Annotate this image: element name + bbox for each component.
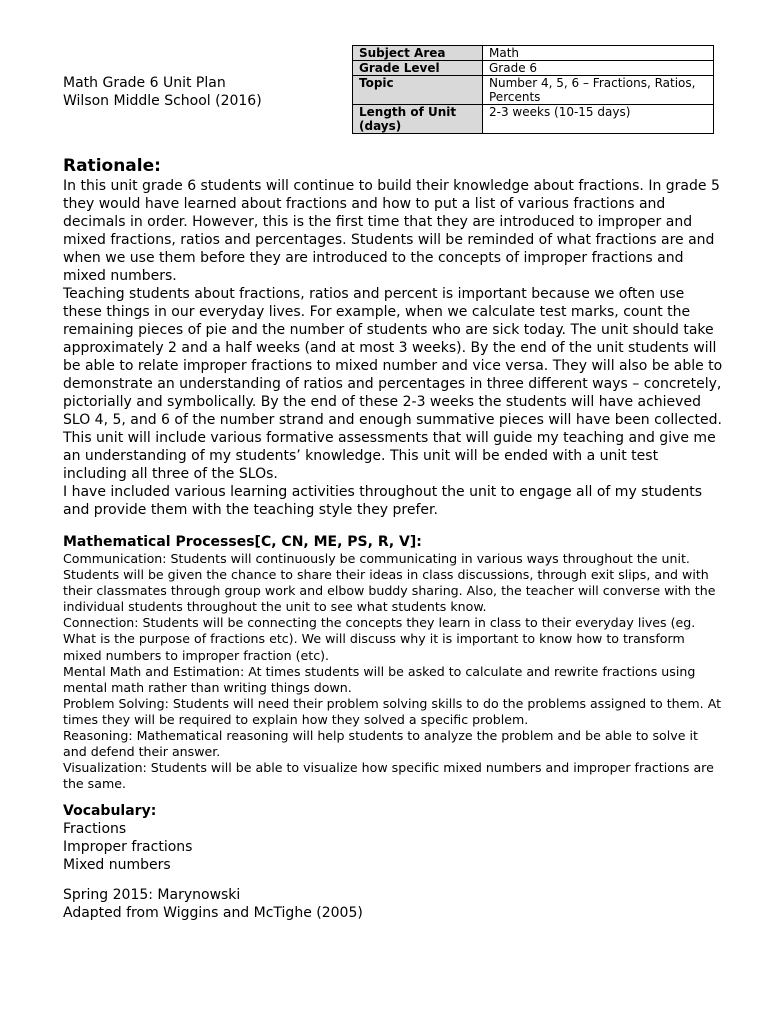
footer-line-2: Adapted from Wiggins and McTighe (2005)	[63, 905, 363, 922]
document-body	[63, 155, 723, 922]
table-row	[353, 46, 714, 61]
title-line-1: Math Grade 6 Unit Plan	[63, 75, 226, 91]
process-item-mental-math: Mental Math and Estimation: At times students will be asked to calculate and rewrite fractions using mental math rather than writing things down.	[63, 663, 696, 695]
list-item: Improper fractions	[63, 839, 193, 856]
unit-info-table	[352, 45, 714, 134]
vocabulary-list	[63, 820, 723, 874]
title-line-2: Wilson Middle School (2016)	[63, 93, 262, 109]
table-row	[353, 61, 714, 76]
footer-credit	[63, 886, 723, 922]
rationale-paragraph: In this unit grade 6 students will continue to build their knowledge about fractions. In grade 5 they would have learned about fractions and how to put a list of various fractions and decimals in order. However, this is the first time that they are introduced to improper and mixed fractions, ratios and percentages. Students will be reminded of what fractions are and when we use them before they are introduced to the concepts of improper fractions and mixed numbers.	[63, 178, 720, 284]
document-title	[63, 74, 262, 110]
vocabulary-heading: Vocabulary:	[63, 803, 157, 820]
table-label: Length of Unit (days)	[353, 105, 483, 134]
rationale-paragraph: Teaching students about fractions, ratios and percent is important because we often use these things in our everyday lives. For example, when we calculate test marks, count the remaining pieces of pie and the number of students who are sick today. The unit should take approximately 2 and a half weeks (and at most 3 weeks). By the end of the unit students will be able to relate improper fractions to mixed number and vice versa. They will also be able to demonstrate an understanding of ratios and percentages in three different ways – concretely, pictorially and symbolically. By the end of these 2-3 weeks the students will have achieved SLO 4, 5, and 6 of the number strand and enough summative pieces will have been collected. This unit will include various formative assessments that will guide my teaching and give me an understanding of my students’ knowledge. This unit will be ended with a unit test including all three of the SLOs.	[63, 286, 723, 482]
table-value: Number 4, 5, 6 – Fractions, Ratios, Percents	[483, 76, 714, 105]
table-label: Grade Level	[353, 61, 483, 76]
list-item: Fractions	[63, 821, 127, 838]
footer-line-1: Spring 2015: Marynowski	[63, 887, 241, 904]
table-value: Math	[483, 46, 714, 61]
process-item-problem-solving: Problem Solving: Students will need their problem solving skills to do the problems assigned to them. At times they will be required to explain how they solved a specific problem.	[63, 695, 722, 727]
rationale-heading: Rationale:	[63, 156, 161, 176]
process-item-reasoning: Reasoning: Mathematical reasoning will help students to analyze the problem and be able to solve it and defend their answer.	[63, 728, 698, 760]
table-row	[353, 76, 714, 105]
table-row	[353, 105, 714, 134]
list-item: Mixed numbers	[63, 857, 171, 874]
process-item-communication: Communication: Students will continuously be communicating in various ways throughout the unit. Students will be given the chance to share their ideas in class discussions, through exit slips, and with their classmates through group work and elbow buddy sharing. Also, the teacher will converse with the individual students throughout the unit to see what students know.	[63, 551, 716, 615]
table-value: Grade 6	[483, 61, 714, 76]
process-item-connection: Connection: Students will be connecting the concepts they learn in class to their everyday lives (eg. What is the purpose of fractions etc). We will discuss why it is important to know how to transform mixed numbers to improper fraction (etc).	[63, 615, 696, 663]
process-item-visualization: Visualization: Students will be able to visualize how specific mixed numbers and improper fractions are the same.	[63, 760, 714, 792]
rationale-paragraph: I have included various learning activities throughout the unit to engage all of my students and provide them with the teaching style they prefer.	[63, 484, 702, 518]
processes-heading: Mathematical Processes[C, CN, ME, PS, R, V]:	[63, 534, 422, 550]
table-label: Topic	[353, 76, 483, 105]
table-value: 2-3 weeks (10-15 days)	[483, 105, 714, 134]
table-label: Subject Area	[353, 46, 483, 61]
